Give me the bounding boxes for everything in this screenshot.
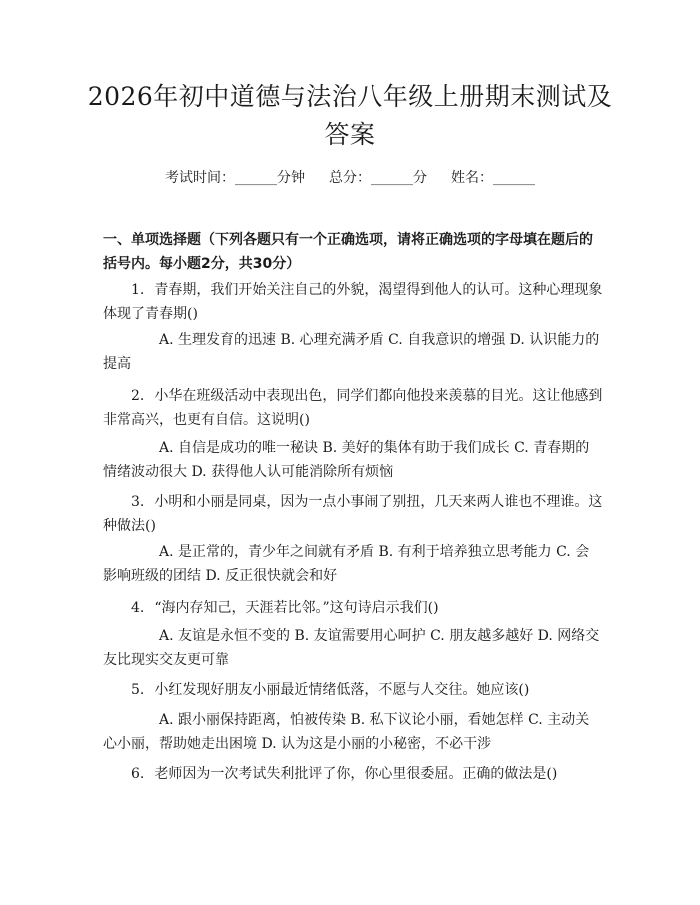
exam-meta: [0, 168, 700, 188]
question-5-options: A. 跟小丽保持距离，怕被传染 B. 私下议论小丽，看她怎样 C. 主动关心小丽，帮助她走出困境 D. 认为这是小丽的小秘密，不必干涉: [103, 712, 590, 752]
section-heading: 一、单项选择题（下列各题只有一个正确选项，请将正确选项的字母填在题后的括号内。每小题2分，共30分）: [103, 232, 593, 272]
question-number: 5.: [131, 682, 145, 698]
question-text: 小红发现好朋友小丽最近情绪低落，不愿与人交往。她应该(): [154, 682, 530, 698]
exam-time-field: 考试时间：______分钟: [165, 170, 305, 186]
question-4: [103, 596, 603, 620]
question-2-options: A. 自信是成功的唯一秘诀 B. 美好的集体有助于我们成长 C. 青春期的情绪波动很大 D. 获得他人认可能消除所有烦恼: [103, 440, 590, 480]
question-text: “海内存知己，天涯若比邻。”这句诗启示我们(): [154, 600, 439, 616]
question-1: [103, 278, 603, 326]
question-text: 小华在班级活动中表现出色，同学们都向他投来羡慕的目光。这让他感到非常高兴，也更有自信。这说明(): [103, 388, 603, 428]
student-name-field: 姓名：______: [451, 170, 535, 186]
question-1-options: A. 生理发育的迅速 B. 心理充满矛盾 C. 自我意识的增强 D. 认识能力的提高: [103, 332, 600, 372]
page-title: 2026年初中道德与法治八年级上册期末测试及答案: [87, 82, 613, 149]
question-text: 小明和小丽是同桌，因为一点小事闹了别扭，几天来两人谁也不理谁。这种做法(): [103, 494, 603, 534]
question-6: [103, 762, 603, 786]
question-number: 2.: [131, 388, 145, 404]
question-number: 1.: [131, 282, 145, 298]
question-number: 3.: [131, 494, 145, 510]
question-text: 老师因为一次考试失利批评了你，你心里很委屈。正确的做法是(): [154, 766, 558, 782]
question-5: [103, 678, 603, 702]
total-score-field: 总分：______分: [329, 170, 427, 186]
question-text: 青春期，我们开始关注自己的外貌，渴望得到他人的认可。这种心理现象体现了青春期(): [103, 282, 603, 322]
question-3: [103, 490, 603, 538]
question-4-options: A. 友谊是永恒不变的 B. 友谊需要用心呵护 C. 朋友越多越好 D. 网络交友比现实交友更可靠: [103, 628, 600, 668]
question-3-options: A. 是正常的，青少年之间就有矛盾 B. 有利于培养独立思考能力 C. 会影响班级的团结 D. 反正很快就会和好: [103, 544, 590, 584]
question-number: 6.: [131, 766, 145, 782]
question-number: 4.: [131, 600, 145, 616]
question-2: [103, 384, 603, 432]
